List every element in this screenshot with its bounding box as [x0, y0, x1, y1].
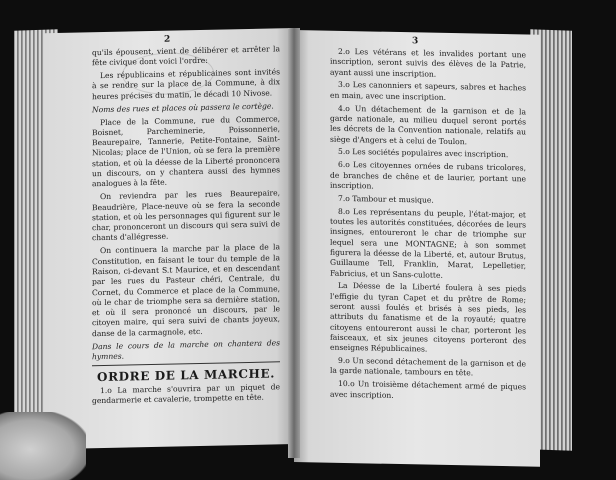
- paragraph: 1.o La marche s'ouvrira par un piquet de gendarmerie et cavalerie, trompette en tête.: [92, 382, 280, 406]
- paragraph: Les républicains et républicaines sont invités à se rendre sur la place de la Commune, à dix heures précises du matin, le décadi 10 Nivose.: [92, 67, 280, 102]
- thumb: [0, 412, 86, 480]
- paragraph: 4.o Un détachement de la garnison et de la garde nationale, au milieu duquel seront portés les décrets de la Convention nationale, relatifs au siège d'Angers et à celui de Toulon.: [330, 103, 526, 146]
- paragraph: On continuera la marche par la place de la Constitution, en faisant le tour du temple de la Raison, ci-devant S.t Maurice, et en descendant par les rues du Pasteur chéri, Centrale, du Cornet, du Commerce et place de la Commune, où le char de triomphe sera sa dernière station, et où il sera prononcé un discours, par le citoyen maire, qui sera suivi de chants joyeux, danse de la carmagnole, etc.: [92, 242, 280, 338]
- section-note: Dans le cours de la marche on chantera des hymnes.: [92, 337, 280, 362]
- page-number: 3: [412, 36, 419, 47]
- section-subtitle: Noms des rues et places où passera le cortège.: [92, 101, 274, 114]
- paragraph: Place de la Commune, rue du Commerce, Boisnet, Parcheminerie, Poissonnerie, Beaurepaire, Tannerie, Petite-Fontaine, Saint-Nicolas; place de l'Union, où se fera la première station, et où la déesse de la Liberté prononcera un discours, on y chantera aussi des hymnes analogues à la fête.: [92, 113, 280, 189]
- left-page-text: [92, 44, 280, 409]
- section-heading: ORDRE DE LA MARCHE.: [97, 366, 275, 384]
- paragraph: 5.o Les sociétés populaires avec inscription.: [338, 147, 509, 160]
- right-page-text: [330, 47, 526, 406]
- right-page: [294, 30, 540, 467]
- book-gutter: [288, 28, 300, 458]
- page-number: 2: [164, 34, 171, 45]
- paragraph: 8.o Les représentans du peuple, l'état-major, et toutes les autorités constituées, décorées de leurs insignes, entoureront le char de triomphe sur lequel sera une MONTAGNE; à son sommet figurera la déesse de la Liberté, et, autour Brutus, Guillaume Tell, Franklin, Marat, Lepelletier, Fabricius, et un Sans-culotte.: [330, 206, 526, 280]
- paragraph: 6.o Les citoyennes ornées de rubans tricolores, de branches de chêne et de laurier, portant une inscription.: [330, 160, 526, 191]
- paragraph: 2.o Les vétérans et les invalides portant une inscription, seront suivis des élèves de la Patrie, ayant aussi une inscription.: [330, 46, 526, 79]
- paragraph: 3.o Les canonniers et sapeurs, sabres et haches en main, avec une inscription.: [330, 80, 526, 102]
- paragraph: qu'ils épousent, vient de délibérer et arrêter la fête civique dont voici l'ordre:: [92, 44, 280, 68]
- paragraph: 9.o Un second détachement de la garnison et de la garde nationale, tambours en tête.: [330, 355, 526, 378]
- paragraph: 7.o Tambour et musique.: [338, 193, 434, 205]
- left-page: [44, 28, 294, 449]
- paragraph: 10.o Un troisième détachement armé de piques avec inscription.: [330, 379, 526, 400]
- paragraph: On reviendra par les rues Beaurepaire, Beaudrière, Place-neuve où se fera la seconde station, et où les personnages qui figurent sur le char, prononceront un discours qui sera suivi de chants d'allégresse.: [92, 188, 280, 243]
- paragraph: La Déesse de la Liberté foulera à ses pieds l'effigie du tyran Capet et du prêtre de Rome; seront aussi foulés et brisés à ses pieds, les attributs du fanatisme et de la royauté; quatre citoyens entoureront aussi le char, porteront les faisceaux, et six jeunes citoyens porteront des enseignes Républicaines.: [330, 281, 526, 354]
